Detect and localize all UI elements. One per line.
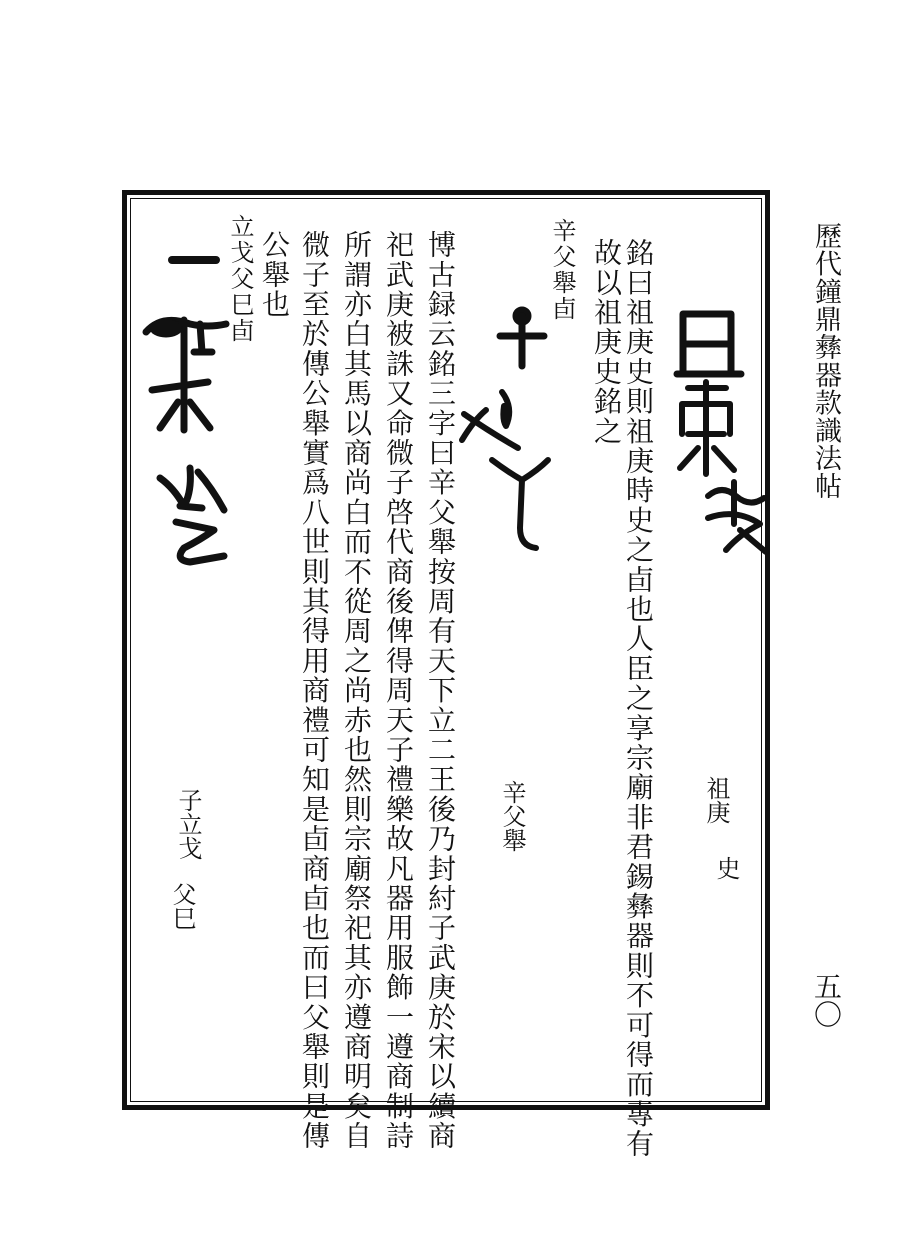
page-number: 五〇 [810,972,843,1028]
xin-fu-ju-caption: 辛父舉卣 [548,218,576,322]
commentary-line-4: 微子至於傳公舉實爲八世則其得用商禮可知是卣商卣也而曰父舉則是傳 [298,230,331,1151]
xin-fu-ju-transcription: 辛父舉 [498,780,526,852]
bronze-glyph-geng-icon [668,378,748,478]
bronze-glyph-shi-icon [700,478,770,556]
commentary-line-5: 公舉也 [258,230,291,320]
bronze-glyph-ju-icon [486,452,556,552]
bronze-glyph-zi-icon [168,246,220,276]
transcription-zu-geng: 祖庚 [702,776,730,824]
bronze-glyph-zu-icon [675,300,745,380]
bronze-glyph-fu-icon [456,384,532,454]
transcription-shi: 史 [712,856,740,880]
commentary-line-1: 博古録云銘三字曰辛父舉按周有天下立二王後乃封紂子武庚於宋以續商 [424,230,457,1151]
bronze-glyph-li-ge-icon [138,294,238,434]
commentary-line-2: 祀武庚被誅又命微子啓代商後俾得周天子禮樂故凡器用服飾一遵商制詩 [382,230,415,1151]
bronze-glyph-fu-si-icon [150,448,240,568]
inscription-text-line-1: 銘曰祖庚史則祖庚時史之卣也人臣之享宗廟非君錫彝器則不可得而專有 [622,238,655,1159]
li-ge-transcription-1: 子立戈 [174,788,202,860]
li-ge-transcription-2: 父巳 [168,882,196,930]
book-title: 歷代鐘鼎彝器款識法帖 [810,222,841,500]
li-ge-fu-si-caption: 立戈父巳卣 [226,214,254,344]
commentary-line-3: 所謂亦白其馬以商尚白而不從周之尚赤也然則宗廟祭祀其亦遵商明矣自 [340,230,373,1151]
inscription-text-line-2: 故以祖庚史銘之 [590,238,623,446]
bronze-glyph-xin-icon [494,300,550,368]
